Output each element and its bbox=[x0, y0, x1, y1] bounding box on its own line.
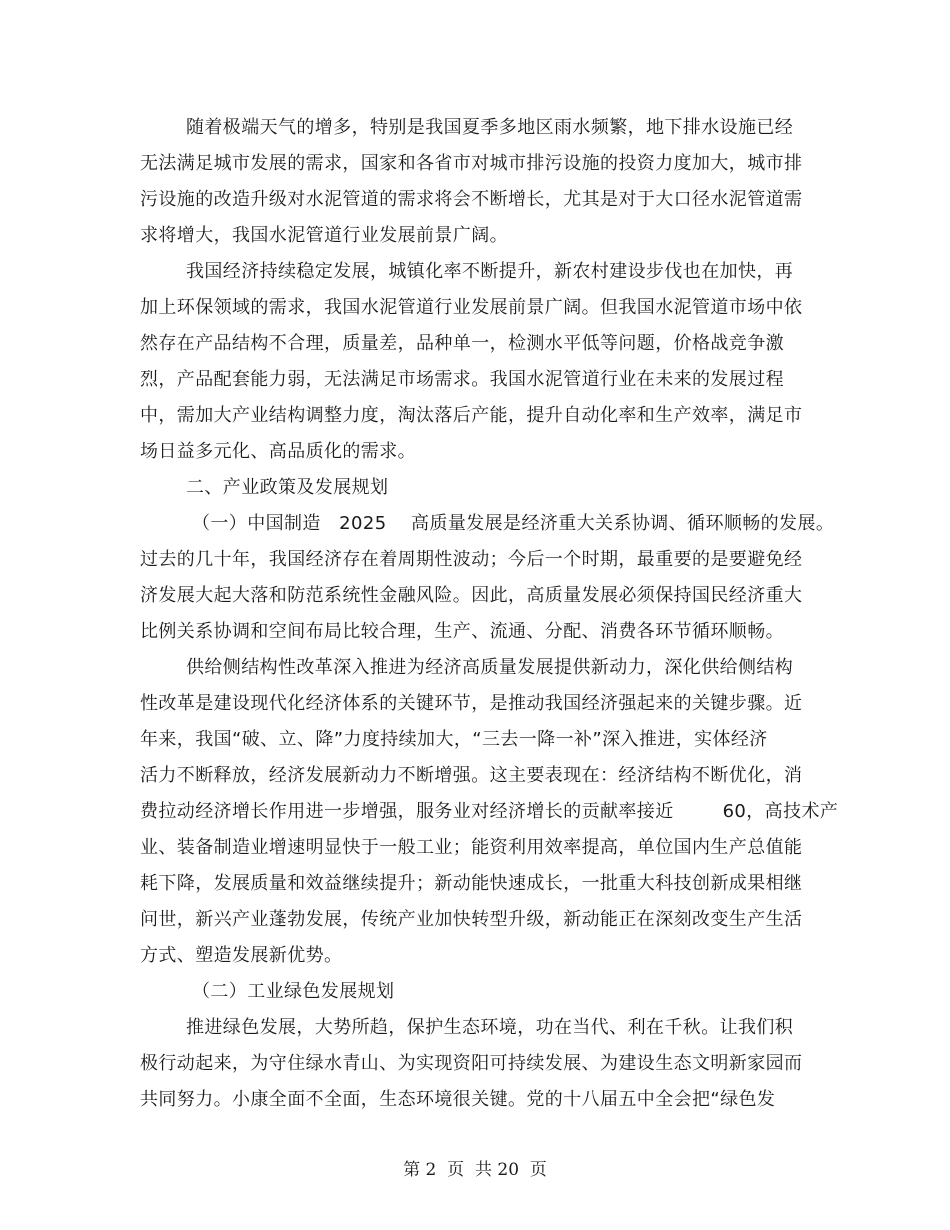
paragraph-line: 比例关系协调和空间布局比较合理，生产、流通、分配、消费各环节循环顺畅。 bbox=[140, 621, 784, 642]
paragraph-line: 污设施的改造升级对水泥管道的需求将会不断增长，尤其是对于大口径水泥管道需 bbox=[140, 189, 803, 210]
paragraph-line: 供给侧结构性改革深入推进为经济高质量发展提供新动力，深化供给侧结构 bbox=[186, 657, 794, 678]
paragraph-line: 方式、塑造发展新优势。 bbox=[140, 945, 343, 966]
paragraph-line: 济发展大起大落和防范系统性金融风险。因此，高质量发展必须保持国民经济重大 bbox=[140, 585, 803, 606]
paragraph-line: 过去的几十年，我国经济存在着周期性波动；今后一个时期，最重要的是要避免经 bbox=[140, 549, 803, 570]
paragraph-line: 性改革是建设现代化经济体系的关键环节，是推动我国经济强起来的关键步骤。近 bbox=[140, 693, 803, 714]
subsection-heading: （一）中国制造 2025 高质量发展是经济重大关系协调、循环顺畅的发展。 bbox=[192, 513, 835, 534]
paragraph-line: 共同努力。小康全面不全面，生态环境很关键。党的十八届五中全会把“绿色发 bbox=[140, 1089, 776, 1110]
paragraph-line: 耗下降，发展质量和效益继续提升；新动能快速成长，一批重大科技创新成果相继 bbox=[140, 873, 803, 894]
paragraph-line: 中，需加大产业结构调整力度，淘汰落后产能，提升自动化率和生产效率，满足市 bbox=[140, 405, 803, 426]
paragraph-line: 极行动起来，为守住绿水青山、为实现资阳可持续发展、为建设生态文明新家园而 bbox=[140, 1053, 803, 1074]
paragraph-line: 场日益多元化、高品质化的需求。 bbox=[140, 441, 416, 462]
paragraph-line: 加上环保领域的需求，我国水泥管道行业发展前景广阔。但我国水泥管道市场中依 bbox=[140, 297, 803, 318]
paragraph-line: 烈，产品配套能力弱，无法满足市场需求。我国水泥管道行业在未来的发展过程 bbox=[140, 369, 784, 390]
paragraph-line: 业、装备制造业增速明显快于一般工业；能资利用效率提高，单位国内生产总值能 bbox=[140, 837, 803, 858]
page-number-footer: 第 2 页 共 20 页 bbox=[403, 1160, 547, 1180]
paragraph-line: 无法满足城市发展的需求，国家和各省市对城市排污设施的投资力度加大，城市排 bbox=[140, 153, 803, 174]
paragraph-line: 问世，新兴产业蓬勃发展，传统产业加快转型升级，新动能正在深刻改变生产生活 bbox=[140, 909, 803, 930]
subsection-heading: （二）工业绿色发展规划 bbox=[192, 981, 395, 1002]
paragraph-line: 费拉动经济增长作用进一步增强，服务业对经济增长的贡献率接近 60，高技术产 bbox=[140, 801, 839, 822]
paragraph-line: 活力不断释放，经济发展新动力不断增强。这主要表现在：经济结构不断优化，消 bbox=[140, 765, 803, 786]
section-heading: 二、产业政策及发展规划 bbox=[186, 477, 389, 498]
paragraph-line: 然存在产品结构不合理，质量差，品种单一，检测水平低等问题，价格战竞争激 bbox=[140, 333, 784, 354]
paragraph-line: 我国经济持续稳定发展，城镇化率不断提升，新农村建设步伐也在加快，再 bbox=[186, 261, 794, 282]
paragraph-line: 年来，我国“破、立、降”力度持续加大，“三去一降一补”深入推进，实体经济 bbox=[140, 729, 768, 750]
paragraph-line: 求将增大，我国水泥管道行业发展前景广阔。 bbox=[140, 225, 508, 246]
paragraph-line: 推进绿色发展，大势所趋，保护生态环境，功在当代、利在千秋。让我们积 bbox=[186, 1017, 794, 1038]
paragraph-line: 随着极端天气的增多，特别是我国夏季多地区雨水频繁，地下排水设施已经 bbox=[186, 117, 794, 138]
